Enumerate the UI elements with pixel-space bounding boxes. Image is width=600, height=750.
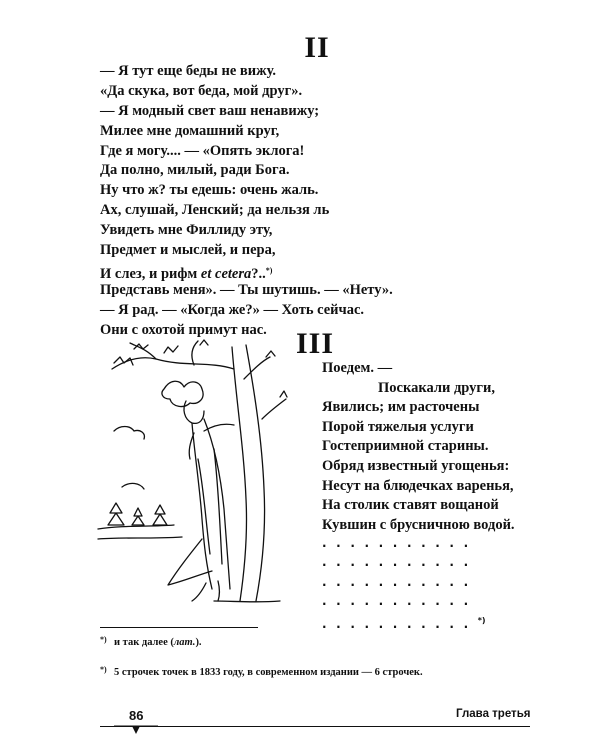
footnote <box>100 633 202 649</box>
woman-feet <box>192 581 220 601</box>
footnote-divider <box>100 627 258 628</box>
tree-trunk <box>246 345 265 601</box>
tree-branch <box>192 341 198 365</box>
verse-line: Да полно, милый, ради Бога. <box>100 162 290 179</box>
tree-trunk <box>232 347 247 601</box>
omitted-lines-dots <box>322 534 486 634</box>
verse-line: Гостеприимной старины. <box>322 438 489 455</box>
footnote-text-tail: ). <box>195 637 202 648</box>
verse-line: Кувшин с брусничною водой. <box>322 516 515 533</box>
verse-line: — Я рад. — «Когда же?» — Хоть сейчас. <box>100 301 365 318</box>
dot-row: ........... <box>322 574 478 589</box>
verse-line: На столик ставят вощаной <box>322 497 499 514</box>
verse-line: Несут на блюдечках варенья, <box>322 477 514 494</box>
verse-line: Милее мне домашний круг, <box>100 122 280 139</box>
verse-line: — Я тут еще беды не вижу. <box>100 63 277 79</box>
woman-dress <box>192 423 212 589</box>
dot-row: ........... <box>322 593 478 608</box>
tree-branch <box>244 357 270 379</box>
footnote-italic: лат. <box>173 637 196 648</box>
dot-row: ........... <box>322 536 478 550</box>
tree-leaves <box>114 340 287 397</box>
verse-line: Ну что ж? ты едешь: очень жаль. <box>100 182 319 199</box>
stanza-number-2: II <box>304 31 330 64</box>
tree-branch <box>262 399 286 419</box>
verse-line: Ах, слушай, Ленский; да нельзя ль <box>100 202 330 219</box>
dot-row: ........... <box>322 617 478 632</box>
verse-line: Они с охотой примут нас. <box>100 321 267 338</box>
footer-rule <box>100 726 530 727</box>
verse-line: Предмет и мыслей, и пера, <box>100 242 276 259</box>
footnote <box>100 663 423 679</box>
footnote-marker: *) <box>100 665 107 674</box>
verse-line: Увидеть мне Филлиду эту, <box>100 222 273 239</box>
leaf-wreath <box>162 381 203 406</box>
verse-line: Явились; им расточены <box>322 399 480 416</box>
verse-text-tail: ?.. <box>251 265 266 282</box>
stanza-3-verse <box>322 359 515 535</box>
page-number: 86 <box>129 708 144 723</box>
ornament-icon <box>112 722 160 736</box>
pine-tree <box>153 505 167 525</box>
hill-line <box>98 525 182 539</box>
verse-line: Где я могу.... — «Опять эклога! <box>100 142 305 159</box>
verse-line: Обряд известный угощенья: <box>322 457 510 474</box>
verse-line-indented: Поскакали други, <box>378 379 495 396</box>
chapter-title: Глава третья <box>456 708 531 720</box>
footnote-marker: *) <box>100 635 107 644</box>
footnote-marker: *) <box>477 616 486 626</box>
footnote-marker: *) <box>265 265 273 275</box>
tree-branch <box>130 343 156 359</box>
dot-row: ........... <box>322 555 478 570</box>
woman-under-tree-icon <box>94 339 290 607</box>
verse-text: И слез, и рифм <box>100 265 201 282</box>
ground-line <box>214 601 280 602</box>
verse-line-et-cetera <box>100 261 393 281</box>
verse-line: Порой тяжелыя услуги <box>322 418 474 435</box>
verse-line: Представь меня». — Ты шутишь. — «Нету». <box>100 281 393 298</box>
verse-line: — Я модный свет ваш ненавижу; <box>100 102 320 119</box>
footnote-text: и так далее ( <box>114 637 174 648</box>
latin-phrase: et cetera <box>200 265 252 282</box>
cloud <box>114 427 144 490</box>
pine-tree <box>108 503 124 525</box>
verse-line: «Да скука, вот беда, мой друг». <box>100 82 303 99</box>
woman-head <box>184 401 204 423</box>
stanza-2-verse <box>100 62 393 340</box>
verse-line: Поедем. — <box>322 360 393 376</box>
woman-dress <box>204 419 230 589</box>
stanza-number-3: III <box>296 327 335 360</box>
woman-dress <box>168 539 212 585</box>
pine-tree <box>132 508 144 525</box>
footnote-text: 5 строчек точек в 1833 году, в современном издании — 6 строчек. <box>114 667 423 678</box>
dot-row-last <box>322 611 486 634</box>
